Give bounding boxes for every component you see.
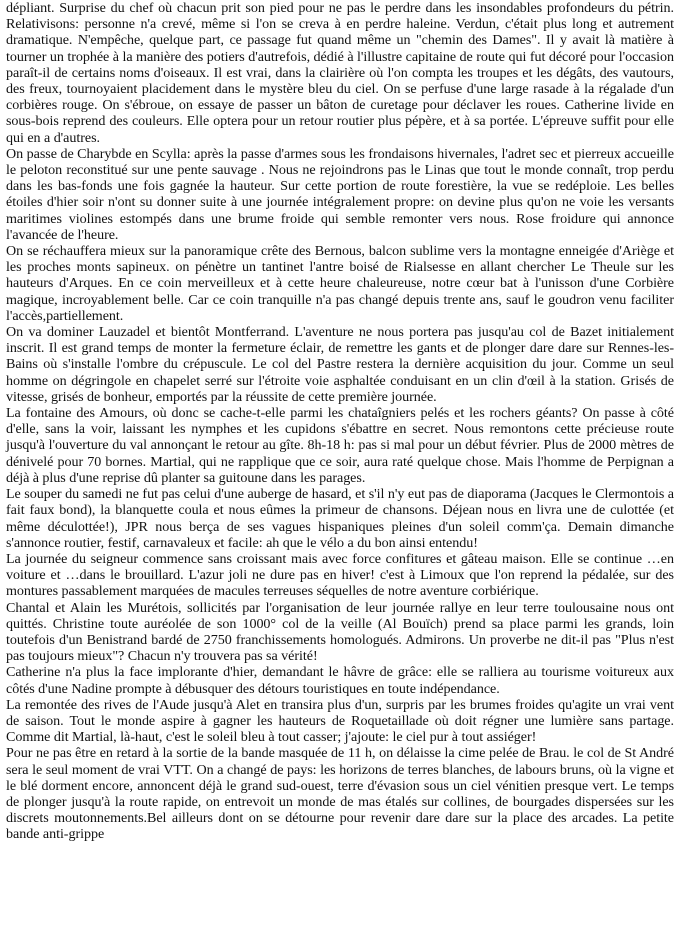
paragraph: On se réchauffera mieux sur la panoramique crête des Bernous, balcon sublime vers la montagne enneigée d'Ariège et les proches monts sapineux. on pénètre un tantinet l'antre boisé de Rialsesse en allant chercher Le Theule sur les hauteurs d'Arques. En ce coin merveilleux et à cette heure chaleureuse, notre cœur bat à l'unisson d'une Corbière magique, incroyablement belle. Car ce coin tranquille n'a pas changé depuis trente ans, sauf le goudron venu faciliter l'accès,partiellement. [6, 243, 674, 324]
paragraph: Chantal et Alain les Murétois, sollicités par l'organisation de leur journée rallye en leur terre toulousaine nous ont quittés. Christine toute auréolée de son 1000° col de la veille (Al Bouïch) prend sa place parmi les grands, loin toutefois d'un Benistrand bardé de 2750 franchissements homologués. Admirons. Un proverbe ne dit-il pas "Plus n'est pas toujours mieux"? Chacun n'y trouvera pas sa vérité! [6, 599, 674, 665]
paragraph: Pour ne pas être en retard à la sortie de la bande masquée de 11 h, on délaisse la cime pelée de Brau. le col de St André sera le seul moment de vrai VTT. On a changé de pays: les horizons de terres blanches, de labours bruns, où la vigne et le blé dorment encore, annoncent déjà le grand sud-ouest, terre d'évasion sous un ciel vénitien presque vert. Le temps de plonger jusqu'à la route rapide, on entrevoit un monde de mas étalés sur collines, de bourgades dispersées sur les discrets moutonnements.Bel ailleurs dont on se détourne pour revenir dare dare sur la place des arcades. La petite bande anti-grippe [6, 745, 674, 843]
paragraph: Le souper du samedi ne fut pas celui d'une auberge de hasard, et s'il n'y eut pas de diaporama (Jacques le Clermontois a fait faux bond), la blanquette coula et nous eûmes la primeur de chansons. Déjean nous en livra une de culottée (et même déculottée!), JPR nous berça de ses vagues hispaniques pleines d'un soleil comm'ça. Demain dimanche s'annonce routier, festif, carnavaleux et facile: ah que le vélo a du bon ainsi entendu! [6, 486, 674, 551]
paragraph: Catherine n'a plus la face implorante d'hier, demandant le hâvre de grâce: elle se ralliera au tourisme voitureux aux côtés d'une Nadine prompte à débusquer des détours touristiques en toute indépendance. [6, 664, 674, 697]
document-page [6, 0, 674, 843]
paragraph: On va dominer Lauzadel et bientôt Montferrand. L'aventure ne nous portera pas jusqu'au col de Bazet initialement inscrit. Il est grand temps de monter la fermeture éclair, de remettre les gants et de plonger dare dare sur Rennes-les-Bains où s'installe l'ombre du crépuscule. Le col del Pastre restera la dernière acquisition du jour. Comme un seul homme on dégringole en chapelet serré sur l'étroite voie asphaltée conduisant en un clin d'œil à la station. Grisés de vitesse, grisés de bonheur, emportés par la réussite de cette première journée. [6, 324, 674, 405]
paragraph: dépliant. Surprise du chef où chacun prit son pied pour ne pas le perdre dans les insondables profondeurs du pétrin. Relativisons: personne n'a crevé, même si l'on se creva à en perdre haleine. Verdun, c'était plus long et autrement dramatique. N'empêche, quelque part, ce passage fut quand même un "chemin des Dames". Il y avait là matière à tourner un trophée à la manière des potiers d'autrefois, dédié à l'illustre capitaine de route qui fut décoré pour l'occasion paraît-il de certains noms d'oiseaux. Il est vrai, dans la clairière où l'on compta les troupes et les dégâts, des vautours, des freux, tournoyaient placidement dans le mystère bleu du ciel. On se perfuse d'une large rasade à la régalade d'un corbières rouge. On s'ébroue, on essaye de passer un bâton de curetage pour déclaver les roues. Catherine livide en sous-bois reprend des couleurs. Elle optera pour un retour routier plus pépère, et à sa portée. L'épreuve suffit pour elle qui en a d'autres. [6, 0, 674, 146]
paragraph: On passe de Charybde en Scylla: après la passe d'armes sous les frondaisons hivernales, l'adret sec et pierreux accueille le peloton reconstitué sur une pente sauvage . Nous ne rejoindrons pas le Linas que tout le monde connaît, trop perdu dans les bas-fonds une fois gagnée la hauteur. Sur cette portion de route forestière, la vue se redéploie. Les belles étoiles d'hier soir n'ont su donner suite à une journée intégralement propre: on devine plus qu'on ne voie les versants maritimes violines estompés dans une brume froide qui semble remonter vers nous. Rose froidure qui annonce l'avancée de l'heure. [6, 145, 674, 243]
paragraph: La journée du seigneur commence sans croissant mais avec force confitures et gâteau maison. Elle se continue …en voiture et …dans le brouillard. L'azur joli ne dure pas en hiver! c'est à Limoux que l'on reprend la pédalée, sur des montures passablement marquées de macules terreuses séquelles de notre aventure corbiérique. [6, 550, 674, 600]
paragraph: La remontée des rives de l'Aude jusqu'à Alet en transira plus d'un, surpris par les brumes froides qu'agite un vrai vent de saison. Tout le monde aspire à gagner les hauteurs de Roquetaillade où doit régner une lumière sans partage. Comme dit Martial, là-haut, c'est le soleil bleu à tout casser; j'ajoute: le ciel pur à tout assiéger! [6, 696, 674, 746]
paragraph: La fontaine des Amours, où donc se cache-t-elle parmi les chataîgniers pelés et les rochers géants? On passe à côté d'elle, sans la voir, laissant les nymphes et les cupidons s'ébattre en secret. Nous remontons cette précieuse route jusqu'à l'ouverture du val annonçant le retour au gîte. 8h-18 h: pas si mal pour un début février. Plus de 2000 mètres de dénivelé pour 70 bornes. Martial, qui ne rapplique que ce soir, aura raté quelque chose. Mais l'homme de Perpignan a déjà à plus d'une reprise dû planter sa guitoune dans les parages. [6, 405, 674, 486]
